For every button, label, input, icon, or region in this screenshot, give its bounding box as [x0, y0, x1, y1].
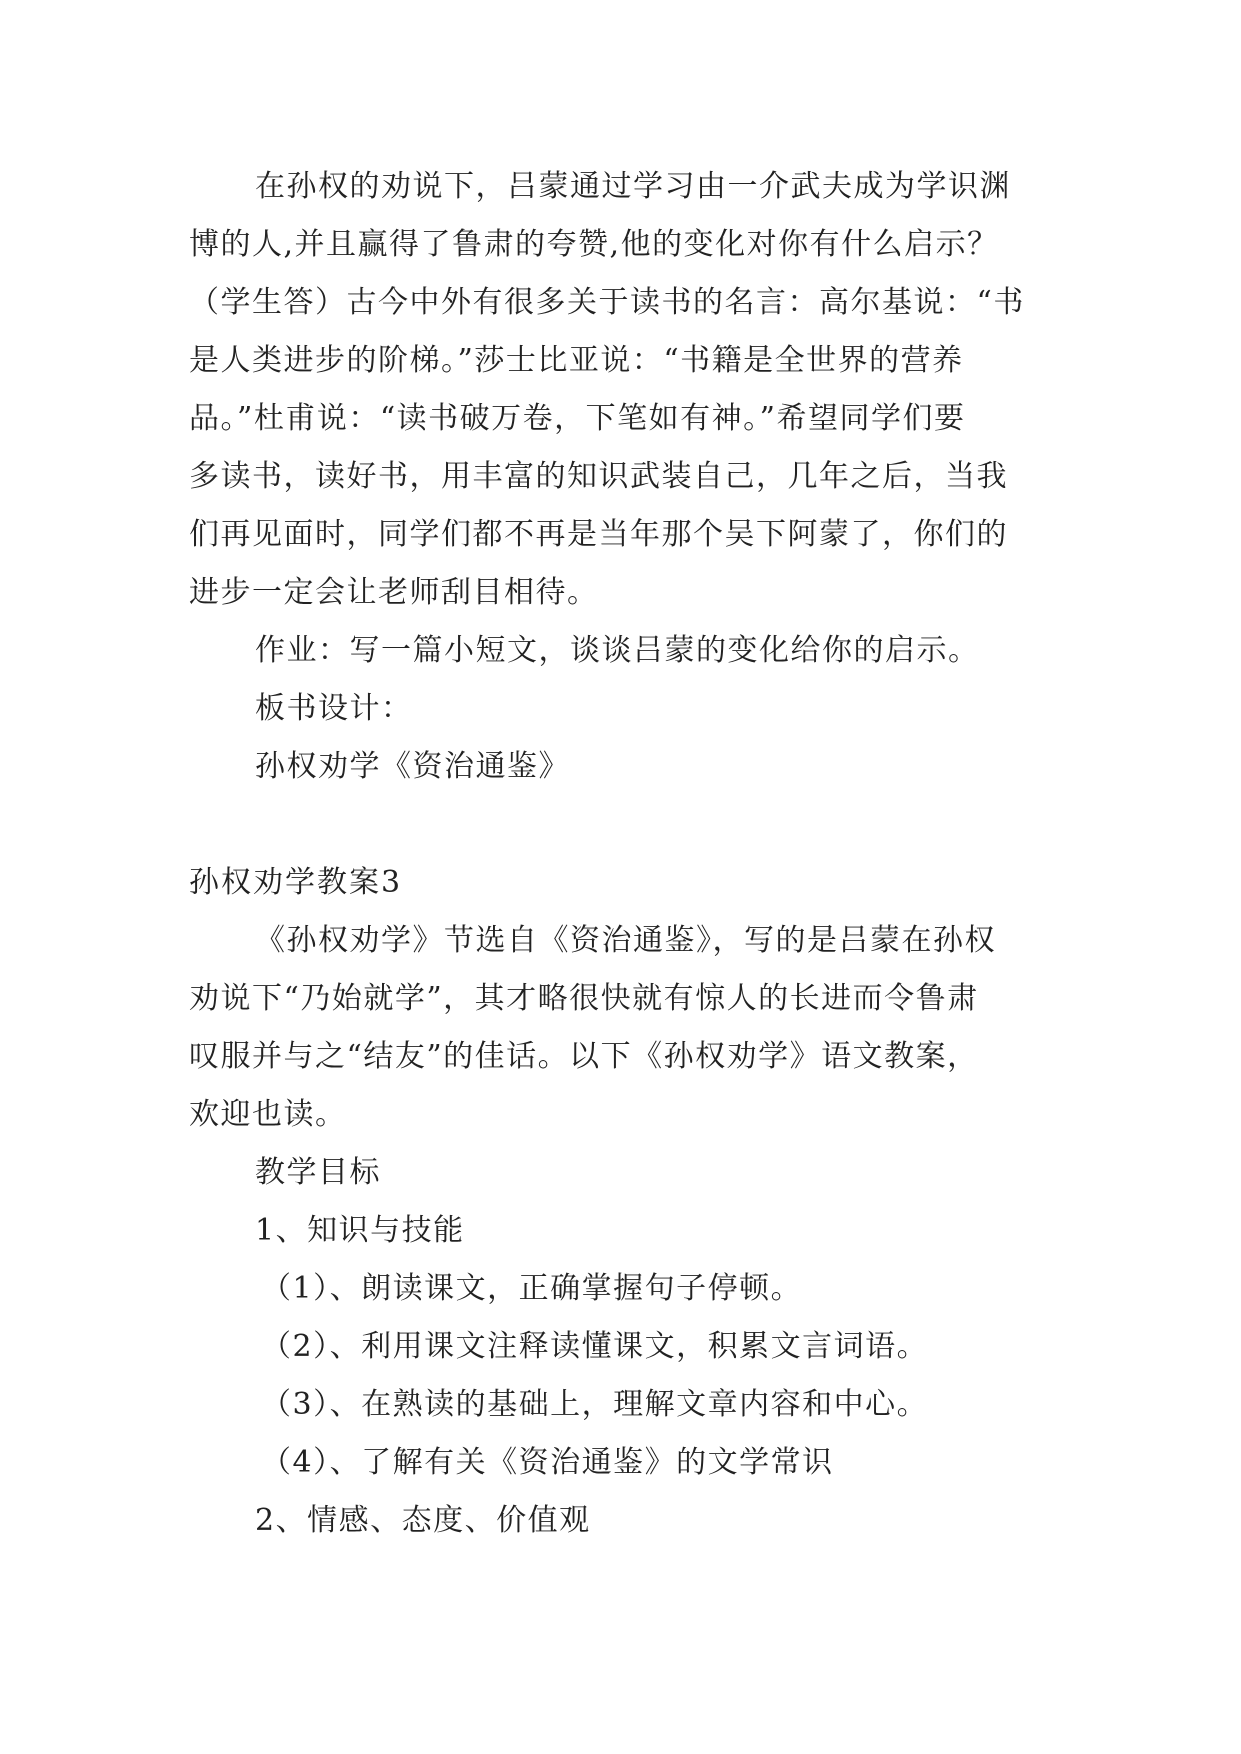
- objective1-item: （4）、了解有关《资治通鉴》的文学常识: [261, 1445, 834, 1480]
- objective1-item: （1）、朗读课文，正确掌握句子停顿。: [261, 1271, 803, 1306]
- paragraph-line: 们再见面时，同学们都不再是当年那个吴下阿蒙了，你们的: [189, 517, 1008, 552]
- board-design-content: 孙权劝学《资治通鉴》: [255, 749, 570, 784]
- section-title: 孙权劝学教案3: [189, 865, 403, 900]
- paragraph-line: 是人类进步的阶梯。”莎士比亚说：“书籍是全世界的营养: [189, 343, 964, 378]
- homework-line: 作业：写一篇小短文，谈谈吕蒙的变化给你的启示。: [255, 633, 980, 668]
- objective1-item: （3）、在熟读的基础上，理解文章内容和中心。: [261, 1387, 929, 1422]
- objectives-title: 教学目标: [255, 1155, 381, 1190]
- document-content: [189, 158, 1059, 1550]
- objective1-item: （2）、利用课文注释读懂课文，积累文言词语。: [261, 1329, 929, 1364]
- paragraph-line: （学生答）古今中外有很多关于读书的名言：高尔基说：“书: [189, 285, 1025, 320]
- board-design-label: 板书设计：: [255, 691, 413, 726]
- blank-line: [189, 796, 1059, 854]
- intro-line: 《孙权劝学》节选自《资治通鉴》，写的是吕蒙在孙权: [255, 923, 996, 958]
- paragraph-line: 在孙权的劝说下，吕蒙通过学习由一介武夫成为学识渊: [255, 169, 1011, 204]
- intro-line: 欢迎也读。: [189, 1097, 347, 1132]
- paragraph-line: 多读书，读好书，用丰富的知识武装自己，几年之后，当我: [189, 459, 1008, 494]
- paragraph-line: 博的人,并且赢得了鲁肃的夸赞,他的变化对你有什么启示？: [189, 227, 999, 262]
- paragraph-line: 进步一定会让老师刮目相待。: [189, 575, 599, 610]
- objective1-title: 1、知识与技能: [255, 1213, 465, 1248]
- objective2-title: 2、情感、态度、价值观: [255, 1503, 591, 1538]
- intro-line: 叹服并与之“结友”的佳话。以下《孙权劝学》语文教案，: [189, 1039, 979, 1074]
- paragraph-line: 品。”杜甫说：“读书破万卷，下笔如有神。”希望同学们要: [189, 401, 966, 436]
- intro-line: 劝说下“乃始就学”，其才略很快就有惊人的长进而令鲁肃: [189, 981, 979, 1016]
